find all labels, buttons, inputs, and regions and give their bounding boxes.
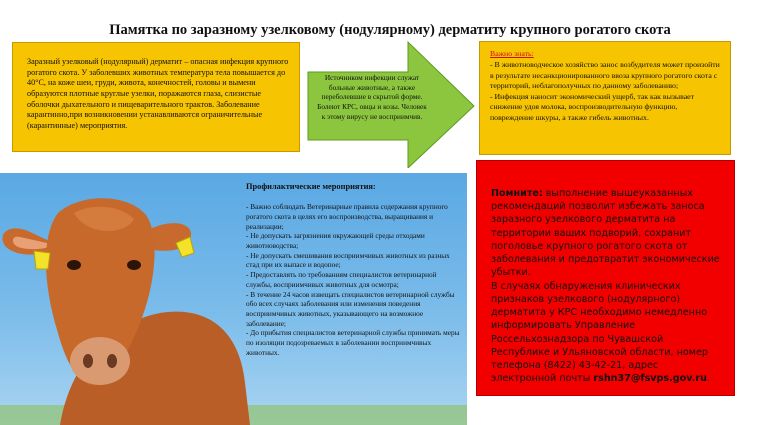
prevention-title: Профилактические мероприятия: bbox=[246, 182, 376, 191]
important-item: - Инфекция наносит экономический ущерб, так как вызывает снижение удоя молока, воспроизводительную функцию, повреждение шкуры, а также гибель животных. bbox=[490, 92, 695, 122]
prevention-section bbox=[246, 181, 462, 357]
page-title: Памятка по заразному узелковому (нодулярному) дерматиту крупного рогатого скота bbox=[109, 22, 671, 38]
infection-source-arrow bbox=[306, 40, 478, 168]
remember-box bbox=[476, 160, 735, 396]
intro-box bbox=[12, 42, 300, 152]
remember-paragraph-2 bbox=[491, 280, 724, 386]
prevention-list bbox=[246, 202, 462, 357]
important-item: - В животноводческое хозяйство занос возбудителя может произойти в результате несанкционированного ввоза крупного рогатого скота с территорий, неблагополучных по данному заболеванию; bbox=[490, 60, 720, 90]
email-link[interactable]: rshn37@fsvps.gov.ru bbox=[593, 373, 707, 385]
list-item: - Не допускать загрязнения окружающей среды отходами животноводства; bbox=[246, 231, 425, 250]
important-heading: Важно знать: bbox=[490, 49, 534, 58]
remember-lead: Помните: bbox=[491, 188, 543, 199]
infection-source-text: Источником инфекции служат больные животные, а также переболевшие в скрытой форме. Болеют КРС, овцы и козы. Человек к этому вирусу не восприимчив. bbox=[317, 73, 427, 121]
list-item: - В течение 24 часов извещать специалистов ветеринарной службы обо всех случаях заболевания или изменения поведения восприимчивых животных, указывающего на возможное заболевание; bbox=[246, 289, 455, 328]
list-item: - Важно соблюдать Ветеринарные правила содержания крупного рогатого скота в целях его воспроизводства, выращивания и реализации; bbox=[246, 202, 448, 231]
important-box bbox=[479, 41, 731, 155]
remember-text-2: В случаях обнаружения клинических признаков узелкового (нодулярного) дерматита у КРС необходимо немедленно информировать Управление Россельхознадзора по Чувашской Республике и Ульяновской области, номер телефона (8422) 43-42-21, адрес электронной почты bbox=[491, 280, 709, 385]
remember-tail: . bbox=[706, 373, 710, 385]
remember-paragraph-1 bbox=[491, 187, 724, 280]
list-item: - Предоставлять по требованиям специалистов ветеринарной службы, восприимчивых животных для осмотра; bbox=[246, 270, 437, 289]
remember-text-1: выполнение вышеуказанных рекомендаций позволит избежать заноса заразного узелкового дерматита на территории ваших подворий, сохранит поголовье крупного рогатого скота от заболевания и предотвратит экономические убытки. bbox=[491, 188, 720, 279]
list-item: - До прибытия специалистов ветеринарной службы принимать меры по изоляции подозреваемых в заболевании восприимчивых животных. bbox=[246, 328, 460, 357]
list-item: - Не допускать смешивания восприимчивых животных из разных стад при их выпасе и водопое; bbox=[246, 250, 450, 270]
intro-text: Заразный узелковый (нодулярный) дерматит – опасная инфекция крупного рогатого скота. У заболевших животных температура тела повышается до 40°С, на коже шеи, груди, живота, конечностей, головы и вымени образуются плотные круглые узелки, поражаются глаза, слизистые оболочки дыхательного и пищеварительного трактов. Заболевание карантинно,при возникновении устанавливаются ограничительные (карантинные) мероприятия. bbox=[27, 57, 289, 130]
